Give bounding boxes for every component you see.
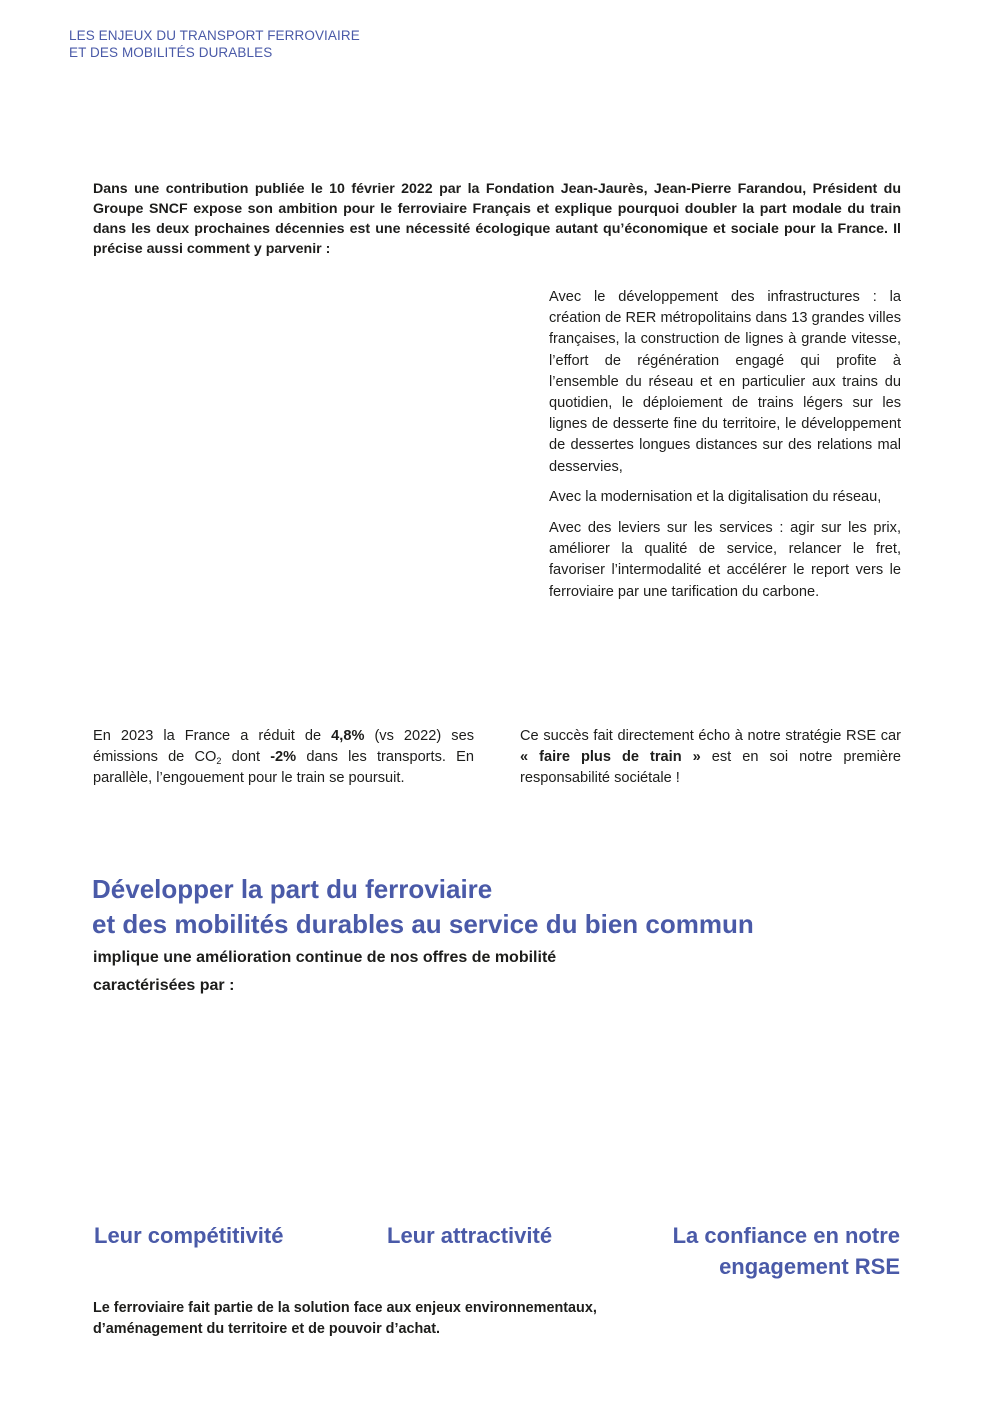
lever-infrastructures: Avec le développement des infrastructures : la création de RER métropolitains dans 13 grandes villes françaises, la construction de lignes à grande vitesse, l’effort de régénération engagé qui profite à l’ensemble du réseau et en particulier aux trains du quotidien, le déploiement de trains légers sur les lignes de desserte fine du territoire, le développement de dessertes longues distances sur des relations mal desservies, [549, 289, 901, 475]
footer-line-2: d’aménagement du territoire et de pouvoir d’achat. [93, 1321, 441, 1337]
pillar-confiance-line-1: La confiance en notre [672, 1223, 900, 1248]
pillar-confiance-line-2: engagement RSE [719, 1254, 900, 1279]
emissions-text-4: dans les transports. En parallèle, l’engouement pour le train se poursuit. [93, 749, 474, 787]
section-title [92, 872, 754, 942]
emissions-text-2: (vs 2022) ses émissions de CO [93, 728, 474, 766]
pillar-competitivite: Leur compétitivité [94, 1223, 284, 1248]
emissions-paragraph [93, 726, 474, 790]
levers-column [549, 287, 901, 612]
pillar-confiance-rse [620, 1220, 900, 1282]
lever-services: Avec des leviers sur les services : agir sur les prix, améliorer la qualité de service, relancer le fret, favoriser l’intermodalité et accélérer le report vers le ferroviaire par une tarification du carbone. [549, 520, 901, 600]
rse-quote: « faire plus de train » [520, 749, 701, 766]
emissions-text-1: En 2023 la France a réduit de [93, 728, 332, 744]
section-subtitle [93, 944, 556, 1000]
co2-subscript: 2 [216, 756, 222, 767]
section-title-line-1: Développer la part du ferroviaire [92, 874, 493, 904]
lever-modernisation: Avec la modernisation et la digitalisation du réseau, [549, 489, 882, 506]
running-header [69, 27, 360, 61]
rse-paragraph [520, 726, 901, 790]
emissions-text-3: dont [221, 749, 271, 766]
rse-text-1: Ce succès fait directement écho à notre stratégie RSE car [520, 728, 901, 744]
rse-text-2: est en soi notre première responsabilité sociétale ! [520, 749, 901, 787]
emissions-value-transport: -2% [270, 749, 297, 766]
footer-statement [93, 1298, 597, 1340]
intro-paragraph: Dans une contribution publiée le 10 février 2022 par la Fondation Jean-Jaurès, Jean-Pierre Farandou, Président du Groupe SNCF expose son ambition pour le ferroviaire Français et explique pourquoi doubler la part modale du train dans les deux prochaines décennies est une nécessité écologique autant qu’économique et sociale pour la France. Il précise aussi comment y parvenir : [93, 181, 901, 257]
pillar-attractivite: Leur attractivité [387, 1223, 553, 1248]
section-subtitle-line-1: implique une amélioration continue de nos offres de mobilité [93, 949, 557, 966]
emissions-value-total: 4,8% [331, 728, 365, 744]
section-subtitle-line-2: caractérisées par : [93, 977, 235, 994]
footer-line-1: Le ferroviaire fait partie de la solution face aux enjeux environnementaux, [93, 1300, 597, 1316]
section-title-line-2: et des mobilités durables au service du bien commun [92, 909, 754, 939]
header-line-2: ET DES MOBILITÉS DURABLES [69, 45, 273, 60]
header-line-1: LES ENJEUX DU TRANSPORT FERROVIAIRE [69, 28, 360, 43]
